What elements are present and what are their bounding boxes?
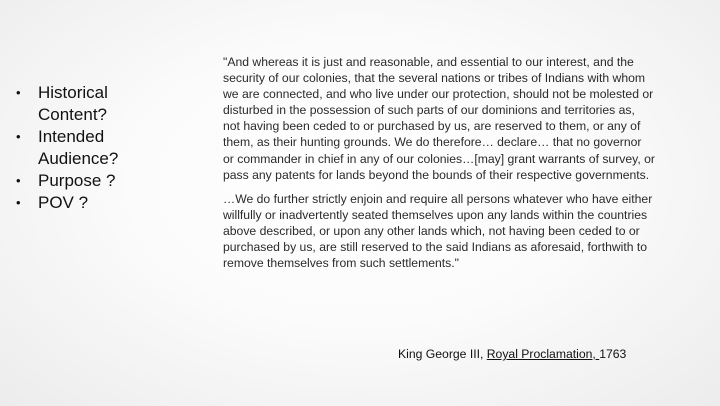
bullet-text: Purpose ?: [38, 171, 116, 190]
bullet-text: Historical Content?: [38, 83, 108, 124]
citation: [398, 346, 626, 362]
citation-title: Royal Proclamation,: [486, 347, 600, 361]
proclamation-quote: [223, 54, 655, 271]
bullet-pov: [16, 192, 166, 214]
bullet-dot-icon: •: [16, 129, 21, 144]
bullet-historical-content: [16, 82, 166, 126]
bullet-intended-audience: [16, 126, 166, 170]
bullet-purpose: [16, 170, 166, 192]
bullet-text: Intended Audience?: [38, 127, 119, 168]
quote-paragraph-1: "And whereas it is just and reasonable, and essential to our interest, and the security of our colonies, that the several nations or tribes of Indians with whom we are connected, and who live under our protection, should not be molested or disturbed in the possession of such parts of our dominions and territories as, not having been ceded to or purchased by us, are reserved to them, or any of them, as their hunting grounds. We do therefore… declare… that no governor or commander in chief in any of our colonies…[may] grant warrants of survey, or pass any patents for lands beyond the bounds of their respective governments.: [223, 55, 655, 182]
citation-author: King George III,: [398, 347, 487, 361]
citation-year: 1763: [599, 347, 627, 361]
bullet-dot-icon: •: [16, 85, 21, 100]
quote-paragraph-2: …We do further strictly enjoin and require all persons whatever who have either willfully or inadvertently seated themselves upon any lands within the countries above described, or upon any other lands which, not having been ceded to or purchased by us, are still reserved to the said Indians as aforesaid, forthwith to remove themselves from such settlements.": [223, 191, 653, 271]
question-bullet-list: [16, 82, 166, 214]
bullet-dot-icon: •: [16, 195, 21, 210]
bullet-dot-icon: •: [16, 173, 21, 188]
bullet-text: POV ?: [38, 193, 89, 212]
